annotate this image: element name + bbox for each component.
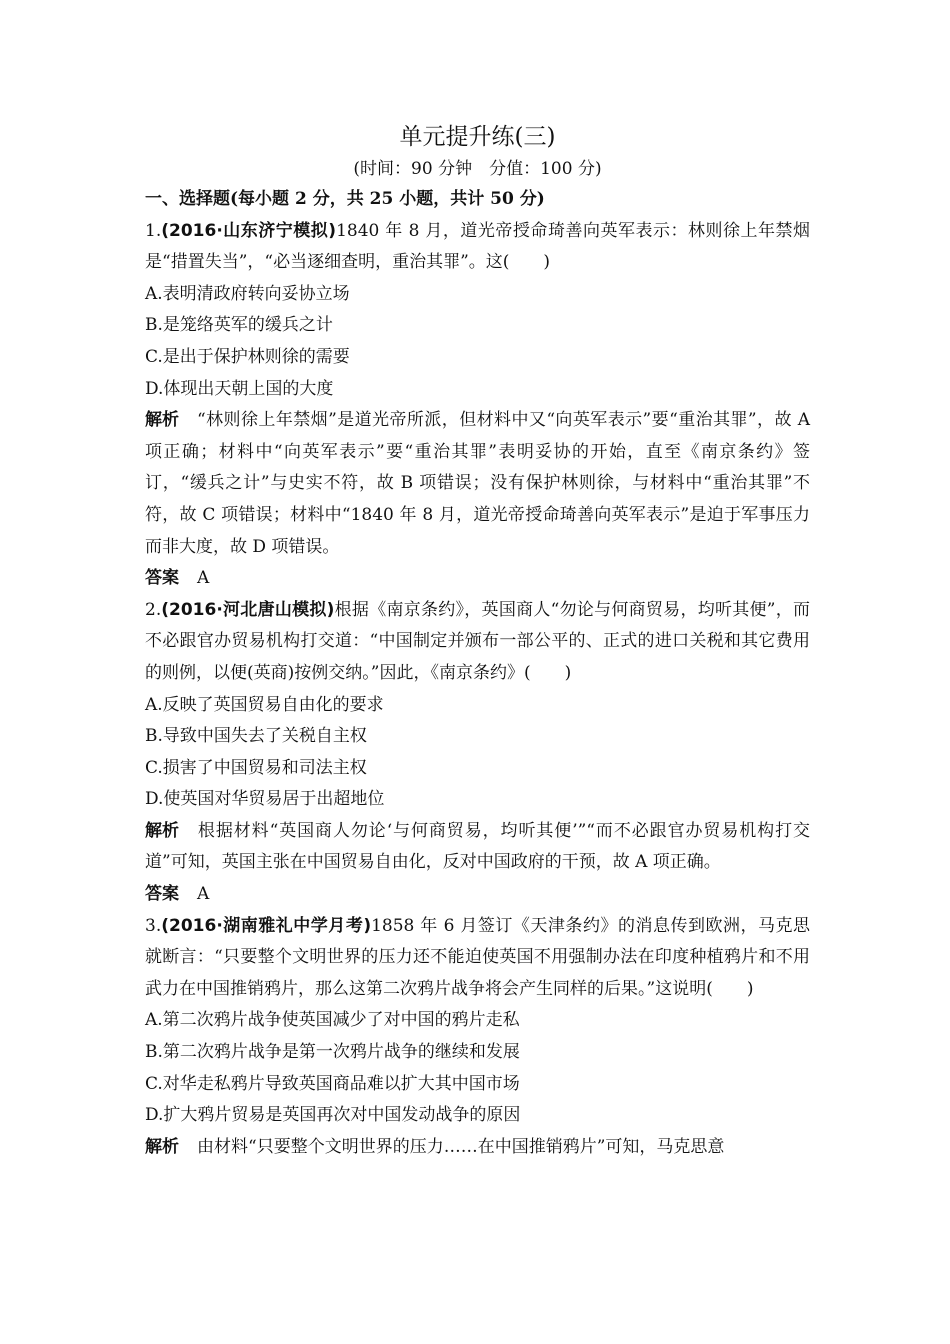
document-page (145, 120, 810, 1163)
section-heading: 一、选择题(每小题 2 分，共 25 小题，共计 50 分) (145, 189, 545, 209)
option-d: D.扩大鸦片贸易是英国再次对中国发动战争的原因 (145, 1105, 521, 1126)
option-c: C.损害了中国贸易和司法主权 (145, 757, 367, 778)
option-d: D.使英国对华贸易居于出超地位 (145, 789, 385, 810)
question-text: 根据《南京条约》，英国商人“勿论与何商贸易，均听其便”，而不必跟官办贸易机构打交道：“中国制定并颁布一部公平的、正式的进口关税和其它费用的则例，以便(英商)按例交纳。”因此，《南京条约》( ) (145, 599, 810, 683)
option-b: B.导致中国失去了关税自主权 (145, 726, 367, 747)
question-2 (145, 595, 810, 911)
question-1 (145, 216, 810, 595)
option-a: A.第二次鸦片战争使英国减少了对中国的鸦片走私 (145, 1010, 520, 1031)
question-number: 3. (145, 915, 162, 936)
analysis (145, 816, 810, 879)
question-text: 1840 年 8 月，道光帝授命琦善向英军表示：林则徐上年禁烟是“措置失当”，“必当逐细查明，重治其罪”。这( ) (145, 220, 811, 273)
analysis-label: 解析 (145, 820, 179, 841)
analysis (145, 1132, 810, 1164)
question-text: 1858 年 6 月签订《天津条约》的消息传到欧洲，马克思就断言：“只要整个文明世界的压力还不能迫使英国不用强制办法在印度种植鸦片和不用武力在中国推销鸦片，那么这第二次鸦片战争将会产生同样的后果。”这说明( ) (145, 915, 810, 999)
analysis-text: 由材料“只要整个文明世界的压力……在中国推销鸦片”可知，马克思意 (197, 1136, 725, 1157)
question-stem (145, 911, 810, 1006)
answer-label: 答案 (145, 568, 179, 589)
analysis-label: 解析 (145, 1136, 179, 1157)
question-source: (2016·湖南雅礼中学月考) (161, 915, 372, 936)
option-a: A.反映了英国贸易自由化的要求 (145, 694, 384, 715)
answer-value: A (197, 884, 210, 905)
question-number: 1. (145, 220, 162, 241)
question-3 (145, 911, 810, 1164)
analysis (145, 405, 810, 563)
option-b: B.是笼络英军的缓兵之计 (145, 315, 333, 336)
answer-label: 答案 (145, 884, 179, 905)
page-title: 单元提升练(三) (399, 124, 556, 150)
analysis-label: 解析 (145, 410, 179, 431)
analysis-text: 根据材料“英国商人勿论‘与何商贸易，均听其便’”“而不必跟官办贸易机构打交道”可知，英国主张在中国贸易自由化，反对中国政府的干预，故 A 项正确。 (145, 820, 810, 873)
option-b: B.第二次鸦片战争是第一次鸦片战争的继续和发展 (145, 1042, 520, 1063)
question-source: (2016·山东济宁模拟) (161, 220, 337, 241)
option-d: D.体现出天朝上国的大度 (145, 378, 334, 399)
answer (145, 879, 810, 911)
answer (145, 563, 810, 595)
option-c: C.是出于保护林则徐的需要 (145, 346, 350, 367)
page-subtitle: (时间：90 分钟 分值：100 分) (353, 159, 602, 179)
question-stem (145, 216, 810, 279)
question-source: (2016·河北唐山模拟) (161, 599, 335, 620)
analysis-text: “林则徐上年禁烟”是道光帝所派，但材料中又“向英军表示”要“重治其罪”，故 A 项正确；材料中“向英军表示”要“重治其罪”表明妥协的开始，直至《南京条约》签订，“缓兵之计”与史实不符，故 B 项错误；没有保护林则徐，与材料中“重治其罪”不符，故 C 项错误；材料中“1840 年 8 月，道光帝授命琦善向英军表示”是迫于军事压力而非大度，故 D 项错误。 (145, 410, 810, 557)
question-stem (145, 595, 810, 690)
answer-value: A (197, 568, 210, 589)
question-number: 2. (145, 599, 162, 620)
option-c: C.对华走私鸦片导致英国商品难以扩大其中国市场 (145, 1073, 520, 1094)
option-a: A.表明清政府转向妥协立场 (145, 283, 350, 304)
